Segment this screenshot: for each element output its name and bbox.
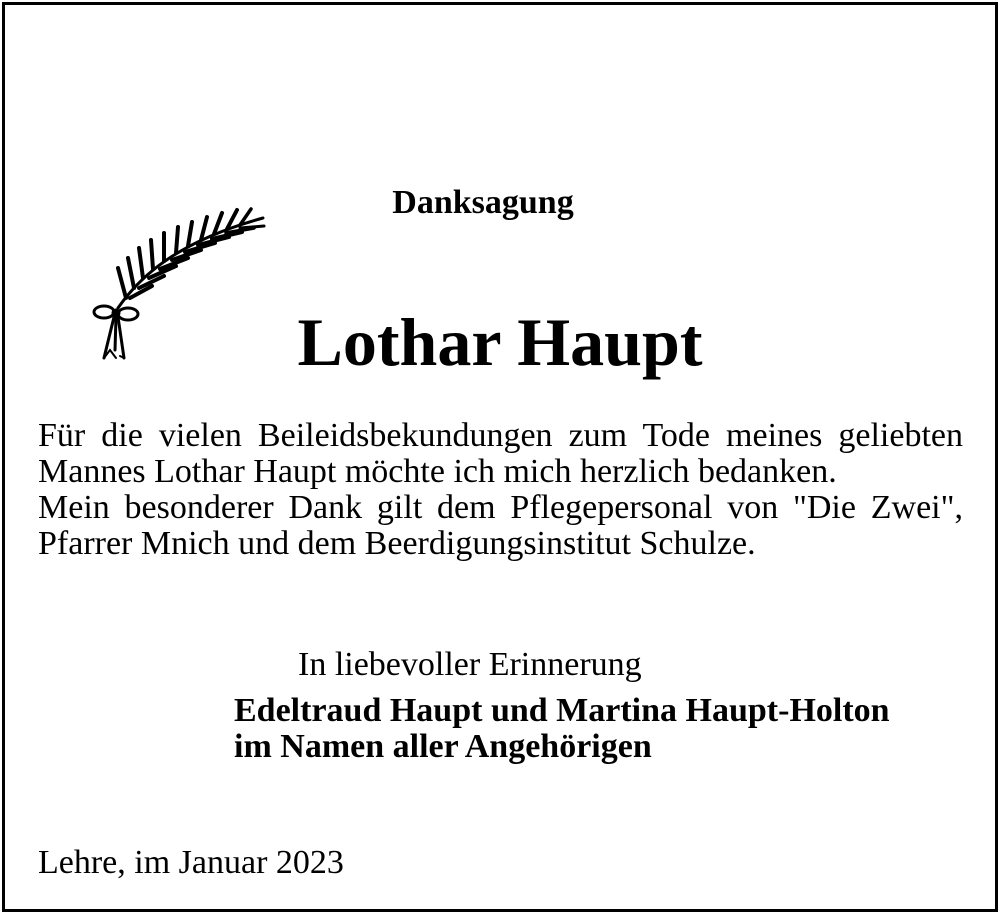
thanks-paragraph: Für die vielen Beileidsbekundungen zum Tode meines geliebten Mannes Lothar Haupt möchte ich mich herzlich bedanken. xyxy=(38,417,963,490)
signers-block xyxy=(234,693,890,765)
notice-body xyxy=(38,418,963,562)
place-and-date: Lehre, im Januar 2023 xyxy=(38,844,344,881)
memory-line: In liebevoller Erinnerung xyxy=(298,646,642,683)
special-thanks-paragraph: Mein besonderer Dank gilt dem Pflegepersonal von "Die Zwei", Pfarrer Mnich und dem Beerdigungsinstitut Schulze. xyxy=(38,489,963,562)
signer-relatives: im Namen aller Angehörigen xyxy=(234,728,652,765)
deceased-name: Lothar Haupt xyxy=(297,304,703,380)
notice-heading: Danksagung xyxy=(392,184,574,221)
signer-names: Edeltraud Haupt und Martina Haupt-Holton xyxy=(234,692,890,729)
